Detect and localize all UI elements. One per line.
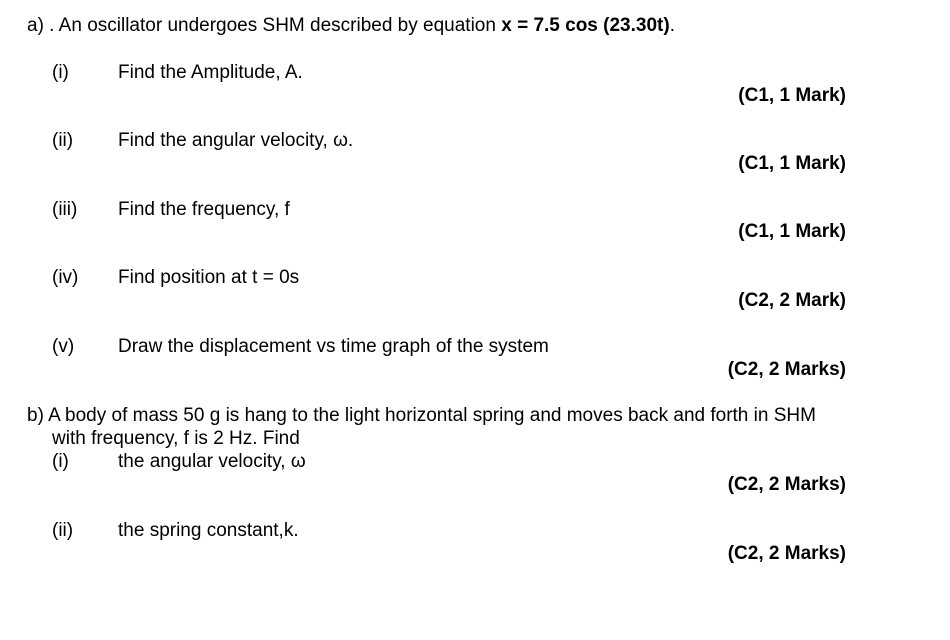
- item-b-ii-text: the spring constant,k.: [118, 520, 299, 541]
- item-b-i-number: (i): [52, 451, 69, 472]
- shm-equation: x = 7.5 cos (23.30t): [501, 15, 670, 36]
- item-b-i-mark: (C2, 2 Marks): [727, 474, 846, 495]
- item-a-v-number: (v): [52, 336, 75, 357]
- item-a-i-text: Find the Amplitude, A.: [118, 62, 303, 83]
- item-b-ii-number: (ii): [52, 520, 74, 541]
- item-a-iii-text: Find the frequency, f: [118, 199, 290, 220]
- question-a-period: .: [669, 15, 675, 36]
- item-b-ii-mark: (C2, 2 Marks): [727, 543, 846, 564]
- item-a-iv-mark: (C2, 2 Mark): [738, 290, 846, 311]
- item-a-iv-number: (iv): [52, 267, 79, 288]
- item-a-iii-mark: (C1, 1 Mark): [738, 221, 846, 242]
- item-a-v-text: Draw the displacement vs time graph of the system: [118, 336, 549, 357]
- item-a-ii-number: (ii): [52, 130, 74, 151]
- item-a-i-number: (i): [52, 62, 69, 83]
- item-a-iii-number: (iii): [52, 199, 78, 220]
- question-a-heading: [27, 15, 675, 37]
- item-a-iv-text: Find position at t = 0s: [118, 267, 300, 288]
- question-b-line-2: with frequency, f is 2 Hz. Find: [52, 428, 300, 449]
- question-a-label: a) . An oscillator undergoes SHM described by equation: [27, 15, 502, 36]
- item-b-i-text: the angular velocity, ω: [118, 451, 306, 472]
- item-a-ii-mark: (C1, 1 Mark): [738, 153, 846, 174]
- item-a-v-mark: (C2, 2 Marks): [727, 359, 846, 380]
- item-a-i-mark: (C1, 1 Mark): [738, 85, 846, 106]
- question-b-line-1: b) A body of mass 50 g is hang to the light horizontal spring and moves back and forth in SHM: [27, 405, 816, 426]
- item-a-ii-text: Find the angular velocity, ω.: [118, 130, 354, 151]
